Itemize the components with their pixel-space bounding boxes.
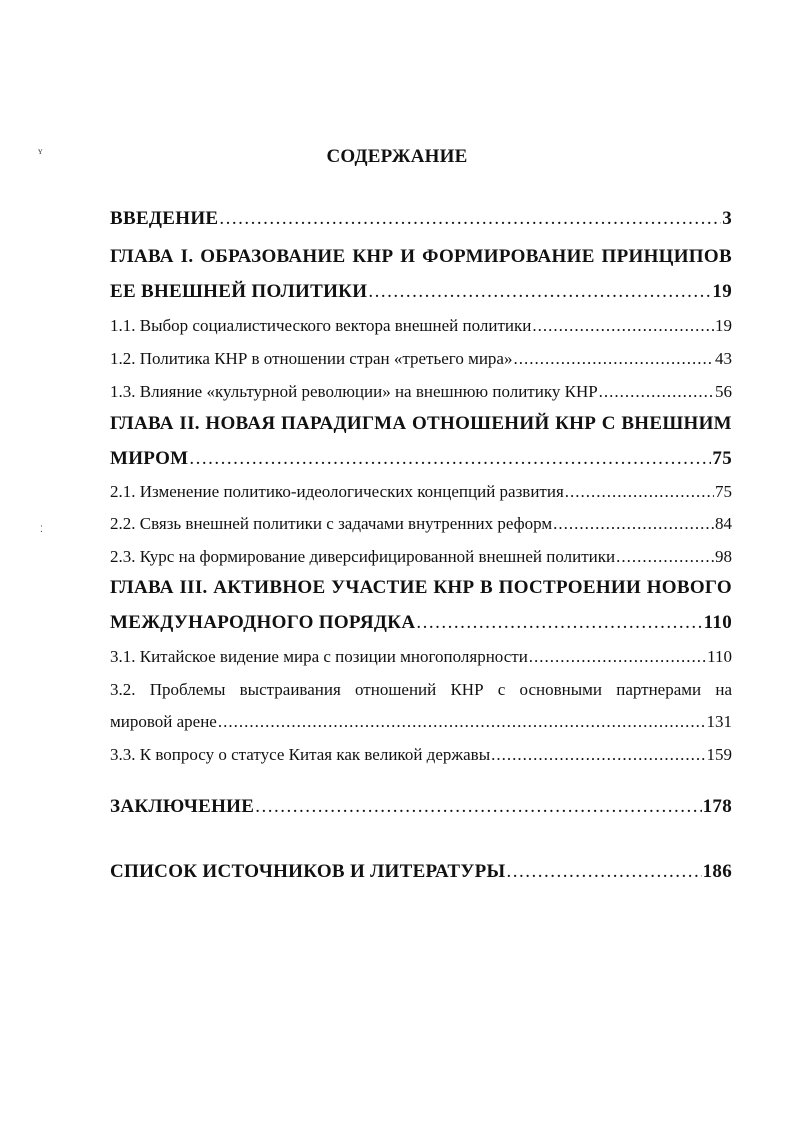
scan-mark: ʏ [38,146,43,156]
toc-chapter-3-heading[interactable] [110,577,732,599]
heading-word: ПРИНЦИПОВ [601,246,732,267]
heading-word: ПОСТРОЕНИИ [498,577,642,598]
heading-word: С [601,413,616,434]
toc-page-number: 19 [712,281,732,302]
toc-entry-sources[interactable] [110,861,732,883]
toc-chapter-2-heading[interactable] [110,413,732,435]
entry-word: выстраивания [239,680,341,699]
dot-leader [506,861,701,883]
dot-leader [219,208,721,230]
entry-word: отношений [355,680,437,699]
dot-leader [532,316,714,336]
toc-entry-chapter-2[interactable] [110,448,732,470]
dot-leader [565,482,714,502]
toc-entry-section-1-1[interactable] [110,316,732,336]
heading-word: ВНЕШНИМ [621,413,732,434]
entry-word: Проблемы [149,680,226,699]
heading-word: И [400,246,416,267]
toc-page-number: 19 [715,316,732,335]
toc-page-number: 159 [706,745,732,764]
scan-mark: ⁚ [40,524,43,534]
toc-page-number: 131 [706,712,732,731]
toc-entry-section-3-3[interactable] [110,745,732,765]
dot-leader [416,612,702,634]
toc-page-number: 3 [722,208,732,229]
dot-leader [189,448,711,470]
dot-leader [255,796,701,818]
dot-leader [553,514,714,534]
toc-entry-title: СПИСОК ИСТОЧНИКОВ И ЛИТЕРАТУРЫ [110,861,506,882]
toc-entry-section-2-2[interactable] [110,514,732,534]
dot-leader [616,547,714,567]
entry-word: КНР [450,680,484,699]
toc-entry-title: МЕЖДУНАРОДНОГО ПОРЯДКА [110,612,416,633]
heading-word: II. [179,413,200,434]
toc-entry-title: 3.3. К вопросу о статусе Китая как великой державы [110,745,491,764]
heading-word: КНР [352,246,394,267]
entry-word: 3.2. [110,680,136,699]
toc-entry-section-3-2[interactable] [110,712,732,732]
toc-chapter-1-heading[interactable] [110,246,732,268]
heading-word: УЧАСТИЕ [331,577,428,598]
toc-page-number: 75 [715,482,732,501]
toc-page-number: 75 [712,448,732,469]
dot-leader [599,382,714,402]
toc-entry-section-3-2-line1[interactable] [110,680,732,700]
heading-word: ФОРМИРОВАНИЕ [422,246,595,267]
heading-word: АКТИВНОЕ [213,577,326,598]
toc-entry-intro[interactable] [110,208,732,230]
entry-word: партнерами [616,680,702,699]
heading-word: ГЛАВА [110,413,174,434]
entry-word: на [715,680,732,699]
toc-entry-title: 1.3. Влияние «культурной революции» на внешнюю политику КНР [110,382,598,401]
dot-leader [513,349,714,369]
page-title: СОДЕРЖАНИЕ [326,146,468,167]
toc-page-number: 98 [715,547,732,566]
toc-entry-chapter-1[interactable] [110,281,732,303]
toc-entry-title: ЗАКЛЮЧЕНИЕ [110,796,255,817]
toc-entry-section-1-2[interactable] [110,349,732,369]
toc-entry-title: 2.3. Курс на формирование диверсифицированной внешней политики [110,547,616,566]
heading-word: I. [180,246,194,267]
entry-word: основными [519,680,602,699]
heading-word: НОВАЯ [205,413,276,434]
toc-entry-chapter-3[interactable] [110,612,732,634]
toc-entry-title: 1.1. Выбор социалистического вектора внешней политики [110,316,532,335]
toc-entry-title: 1.2. Политика КНР в отношении стран «третьего мира» [110,349,513,368]
heading-word: В [480,577,493,598]
heading-word: НОВОГО [646,577,732,598]
heading-word: ГЛАВА [110,246,174,267]
heading-word: ОБРАЗОВАНИЕ [200,246,346,267]
toc-entry-section-3-1[interactable] [110,647,732,667]
toc-entry-section-2-1[interactable] [110,482,732,502]
heading-word: КНР [555,413,597,434]
toc-page-number: 56 [715,382,732,401]
toc-entry-section-2-3[interactable] [110,547,732,567]
toc-entry-title: ЕЕ ВНЕШНЕЙ ПОЛИТИКИ [110,281,368,302]
dot-leader [218,712,706,732]
toc-page-number: 186 [702,861,732,882]
toc-entry-title: 3.1. Китайское видение мира с позиции многополярности [110,647,528,666]
toc-entry-conclusion[interactable] [110,796,732,818]
heading-word: КНР [433,577,475,598]
dot-leader [491,745,705,765]
heading-word: ОТНОШЕНИЙ [411,413,550,434]
dot-leader [529,647,706,667]
toc-entry-title: ВВЕДЕНИЕ [110,208,219,229]
toc-entry-title: 2.2. Связь внешней политики с задачами внутренних реформ [110,514,553,533]
toc-page-number: 110 [703,612,732,633]
heading-word: ПАРАДИГМА [280,413,407,434]
dot-leader [368,281,711,303]
heading-word: III. [179,577,208,598]
heading-word: ГЛАВА [110,577,174,598]
toc-page-number: 178 [702,796,732,817]
toc-page-number: 43 [715,349,732,368]
toc-entry-title: мировой арене [110,712,217,731]
entry-word: с [497,680,506,699]
toc-entry-title: МИРОМ [110,448,189,469]
toc-page-number: 84 [715,514,732,533]
toc-page-number: 110 [707,647,732,666]
toc-entry-section-1-3[interactable] [110,382,732,402]
toc-entry-title: 2.1. Изменение политико-идеологических концепций развития [110,482,564,501]
